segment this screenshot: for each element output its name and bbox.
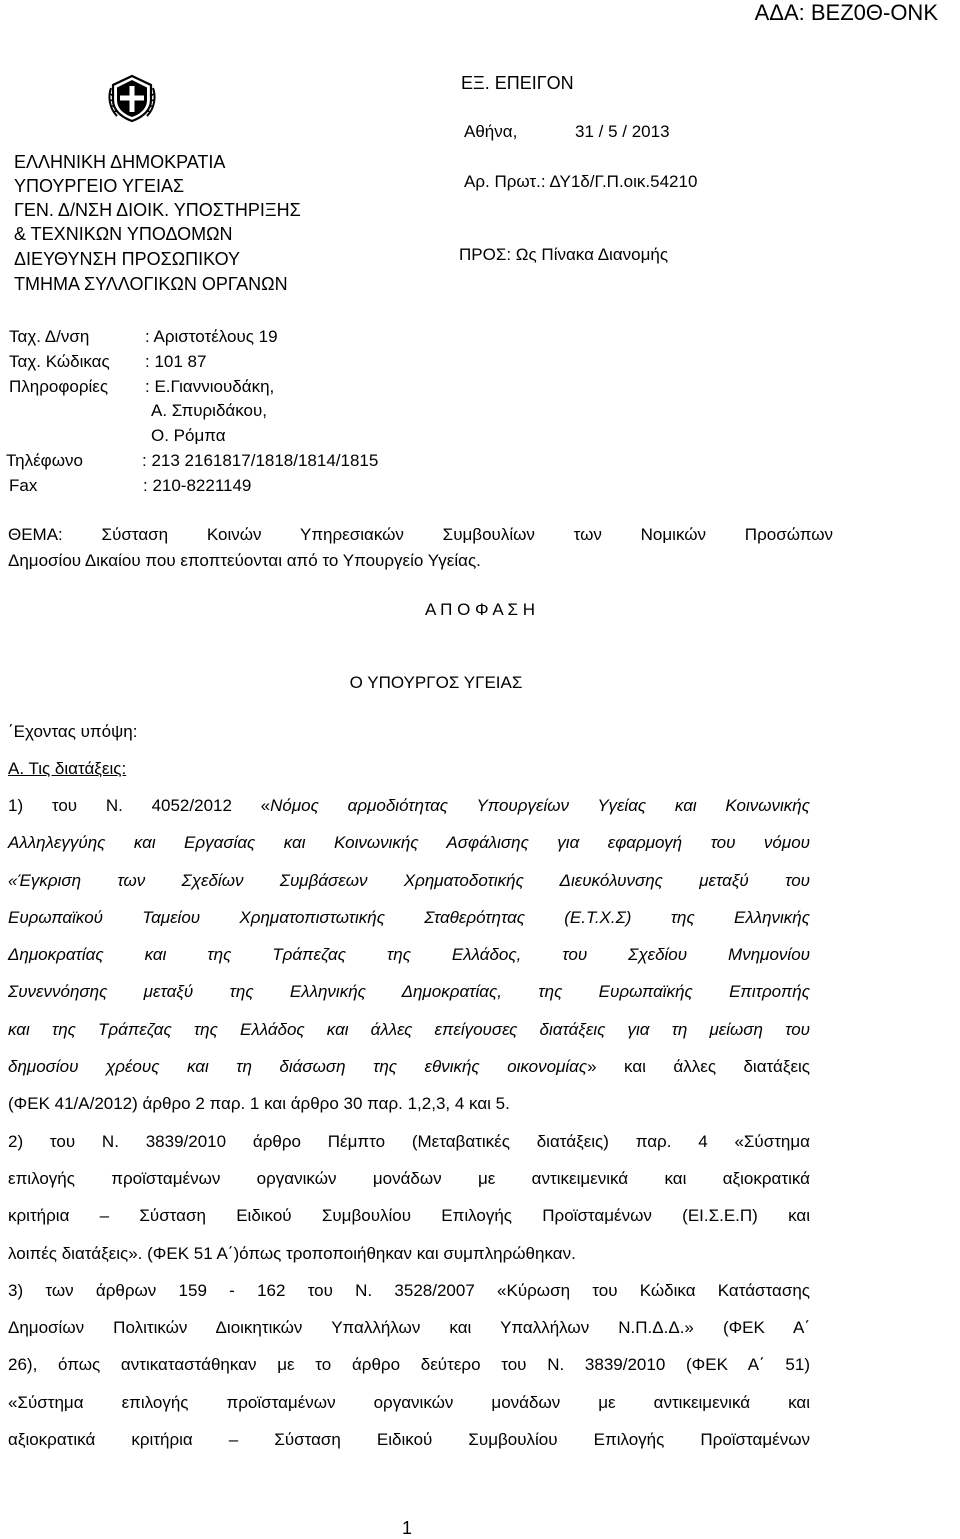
body-line: επιλογής προϊσταμένων οργανικών μονάδων με αντικειμενικά και αξιοκρατικά — [8, 1168, 810, 1188]
subject — [8, 522, 833, 574]
header-line-3: ΓΕΝ. Δ/ΝΣΗ ΔΙΟΙΚ. ΥΠΟΣΤΗΡΙΞΗΣ — [14, 200, 301, 220]
fax-value: : 210-8221149 — [143, 476, 252, 495]
decision-title: Α Π Ο Φ Α Σ Η — [424, 600, 536, 619]
urgency-label: ΕΞ. ΕΠΕΙΓΟΝ — [461, 73, 574, 93]
considering-label: ΄Εχοντας υπόψη: — [8, 722, 138, 741]
body-line: Αλληλεγγύης και Εργασίας και Κοινωνικής Ασφάλισης για εφαρμογή του νόμου — [8, 833, 810, 853]
body-line: 26), όπως αντικαταστάθηκαν με το άρθρο δεύτερο του Ν. 3839/2010 (ΦΕΚ Α΄ 51) — [8, 1355, 810, 1375]
page-number: 1 — [402, 1518, 413, 1538]
body-line: δημοσίου χρέους και τη διάσωση της εθνικής οικονομίας» και άλλες διατάξεις — [8, 1057, 810, 1077]
postcode-value: : 101 87 — [145, 352, 207, 371]
info-name-3: Ο. Ρόμπα — [151, 426, 226, 445]
postcode-row — [9, 350, 206, 375]
body-line: και της Τράπεζας της Ελλάδος και άλλες επείγουσες διατάξεις για τη μείωση του — [8, 1019, 810, 1039]
body-line: Δημοκρατίας και της Τράπεζας της Ελλάδος, του Σχεδίου Μνημονίου — [8, 945, 810, 965]
body-line: 3) των άρθρων 159 - 162 του Ν. 3528/2007 «Κύρωση του Κώδικα Κατάστασης — [8, 1280, 810, 1300]
body-line: 1) του Ν. 4052/2012 «Νόμος αρμοδιότητας Υπουργείων Υγείας και Κοινωνικής — [8, 796, 810, 815]
fax-label: Fax — [9, 476, 38, 495]
city: Αθήνα, — [464, 122, 518, 141]
body-line: αξιοκρατικά κριτήρια – Σύσταση Ειδικού Συμβουλίου Επιλογής Προϊσταμένων — [8, 1430, 810, 1450]
header-line-6: ΤΜΗΜΑ ΣΥΛΛΟΓΙΚΩΝ ΟΡΓΑΝΩΝ — [14, 274, 288, 294]
subject-line-1: ΘΕΜΑ: Σύσταση Κοινών Υπηρεσιακών Συμβουλίων των Νομικών Προσώπων — [8, 525, 833, 544]
ada-code: ΑΔΑ: ΒΕΖ0Θ-ΟΝΚ — [754, 0, 938, 25]
document-date: 31 / 5 / 2013 — [575, 122, 670, 141]
info-label: Πληροφορίες — [9, 377, 109, 396]
subject-line-2: Δημοσίου Δικαίου που εποπτεύονται από το Υπουργείο Υγείας. — [8, 551, 481, 570]
postcode-label: Ταχ. Κώδικας — [9, 352, 110, 371]
body-line: (ΦΕΚ 41/Α/2012) άρθρο 2 παρ. 1 και άρθρο 30 παρ. 1,2,3, 4 και 5. — [8, 1094, 510, 1114]
address-label: Ταχ. Δ/νση — [9, 327, 90, 346]
body-line: λοιπές διατάξεις». (ΦΕΚ 51 Α΄)όπως τροποποιήθηκαν και συμπληρώθηκαν. — [8, 1243, 576, 1263]
body-line: κριτήρια – Σύσταση Ειδικού Συμβουλίου Επιλογής Προϊσταμένων (ΕΙ.Σ.Ε.Π) και — [8, 1206, 810, 1226]
recipient: ΠΡΟΣ: Ως Πίνακα Διανομής — [459, 245, 669, 264]
header-line-1: ΕΛΛΗΝΙΚΗ ΔΗΜΟΚΡΑΤΙΑ — [14, 152, 226, 172]
info-name-1: : Ε.Γιαννιουδάκη, — [145, 377, 275, 396]
header-line-5: ΔΙΕΥΘΥΝΣΗ ΠΡΟΣΩΠΙΚΟΥ — [14, 249, 241, 269]
body-line: «Σύστημα επιλογής προϊσταμένων οργανικών μονάδων με αντικειμενικά και — [8, 1392, 810, 1412]
body-line: Δημοσίων Πολιτικών Διοικητικών Υπαλλήλων και Υπαλλήλων Ν.Π.Δ.Δ.» (ΦΕΚ Α΄ — [8, 1318, 810, 1338]
greek-coat-of-arms-icon — [107, 72, 157, 124]
address-value: : Αριστοτέλους 19 — [145, 327, 278, 346]
header-line-4: & ΤΕΧΝΙΚΩΝ ΥΠΟΔΟΜΩΝ — [14, 224, 233, 244]
protocol-number: Αρ. Πρωτ.: ΔΥ1δ/Γ.Π.οικ.54210 — [464, 172, 698, 191]
body-line: Συνεννόησης μεταξύ της Ελληνικής Δημοκρατίας, της Ευρωπαϊκής Επιτροπής — [8, 982, 810, 1002]
body-line: Ευρωπαϊκού Ταμείου Χρηματοπιστωτικής Σταθερότητας (Ε.Τ.Χ.Σ) της Ελληνικής — [8, 907, 810, 927]
info-row — [9, 375, 274, 400]
address-row — [9, 325, 278, 350]
body-line: «Έγκριση των Σχεδίων Συμβάσεων Χρηματοδοτικής Διευκόλυνσης μεταξύ του — [8, 870, 810, 890]
fax-row — [9, 474, 251, 499]
phone-value: : 213 2161817/1818/1814/1815 — [142, 451, 379, 470]
provisions-label: Α. Τις διατάξεις: — [8, 759, 127, 778]
body-line: 2) του Ν. 3839/2010 άρθρο Πέμπτο (Μεταβατικές διατάξεις) παρ. 4 «Σύστημα — [8, 1131, 810, 1151]
minister-title: Ο ΥΠΟΥΡΓΟΣ ΥΓΕΙΑΣ — [349, 673, 523, 692]
info-name-2: Α. Σπυριδάκου, — [151, 401, 268, 420]
phone-label: Τηλέφωνο — [6, 451, 83, 470]
body-paragraph-1 — [8, 787, 810, 1458]
phone-row — [6, 449, 378, 474]
header-line-2: ΥΠΟΥΡΓΕΙΟ ΥΓΕΙΑΣ — [14, 176, 185, 196]
